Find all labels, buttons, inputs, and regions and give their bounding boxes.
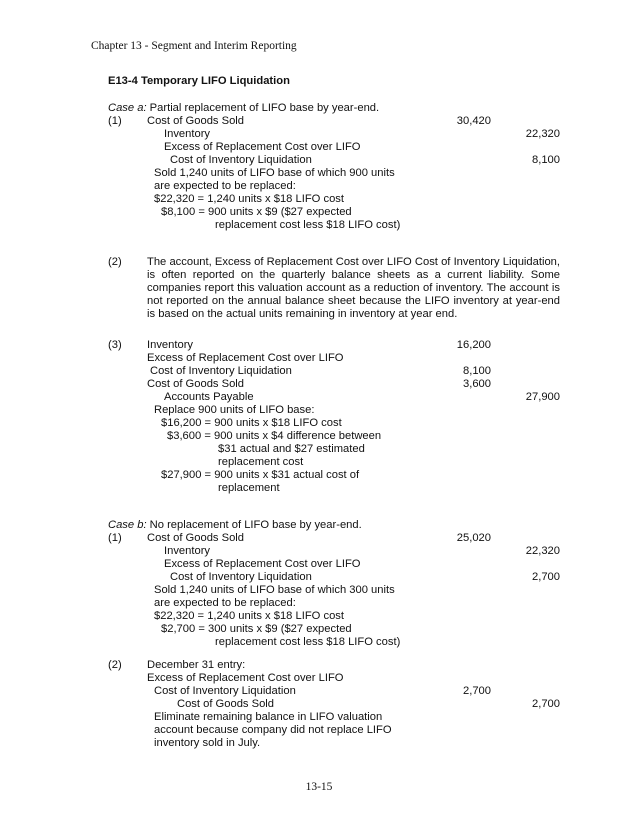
case-a-p2-number: (2) xyxy=(108,256,122,268)
case-a-p1-line3: Excess of Replacement Cost over LIFO xyxy=(164,141,361,153)
case-a-p2-paragraph: The account, Excess of Replacement Cost over LIFO Cost of Inventory Liquidation, is often reported on the quarterly balance sheets as a current liability. Some companies report this valuation account as a reduction of inventory. The account is not reported on the annual balance sheet because the LIFO inventory at year-end is based on the actual units remaining in inventory at year end. xyxy=(147,256,560,320)
case-b-p2-line4-credit: 2,700 xyxy=(532,698,560,710)
case-b-p1-number: (1) xyxy=(108,532,122,544)
case-a-heading-text: Partial replacement of LIFO base by year-end. xyxy=(146,102,380,114)
case-a-heading xyxy=(108,102,379,115)
case-a-p3-number: (3) xyxy=(108,339,122,351)
case-a-p3-line5-credit: 27,900 xyxy=(525,391,560,403)
case-a-p1-line2-credit: 22,320 xyxy=(525,128,560,140)
case-b-p2-note2: account because company did not replace LIFO xyxy=(154,724,392,736)
case-b-p1-line1-debit: 25,020 xyxy=(456,532,491,544)
case-b-p1-line3: Excess of Replacement Cost over LIFO xyxy=(164,558,361,570)
case-a-p1-note5: replacement cost less $18 LIFO cost) xyxy=(215,219,401,231)
case-b-p1-note3: $22,320 = 1,240 units x $18 LIFO cost xyxy=(154,610,345,622)
case-b-heading xyxy=(108,519,362,532)
case-b-p2-line4: Cost of Goods Sold xyxy=(177,698,275,710)
case-a-p1-line4: Cost of Inventory Liquidation xyxy=(170,154,312,166)
case-b-p1-line2-credit: 22,320 xyxy=(525,545,560,557)
case-a-p3-note6: $27,900 = 900 units x $31 actual cost of xyxy=(161,469,360,481)
page-number: 13-15 xyxy=(305,781,333,793)
case-a-p3-line1: Inventory xyxy=(147,339,194,351)
case-b-p1-note2: are expected to be replaced: xyxy=(154,597,296,609)
case-b-p2-line3-debit: 2,700 xyxy=(463,685,491,697)
case-a-p1-number: (1) xyxy=(108,115,122,127)
case-b-p1-line4: Cost of Inventory Liquidation xyxy=(170,571,312,583)
case-a-p3-line3: Cost of Inventory Liquidation xyxy=(150,365,292,377)
case-b-p1-line4-credit: 2,700 xyxy=(532,571,560,583)
case-a-p3-note1: Replace 900 units of LIFO base: xyxy=(154,404,315,416)
case-b-p1-note1: Sold 1,240 units of LIFO base of which 300 units xyxy=(154,584,395,596)
case-a-p1-note3: $22,320 = 1,240 units x $18 LIFO cost xyxy=(154,193,345,205)
case-b-p2-number: (2) xyxy=(108,659,122,671)
case-a-p3-note7: replacement xyxy=(218,482,280,494)
case-b-heading-text: No replacement of LIFO base by year-end. xyxy=(146,519,362,531)
case-a-p1-line4-credit: 8,100 xyxy=(532,154,560,166)
case-a-p1-line2: Inventory xyxy=(164,128,211,140)
case-b-p1-line1: Cost of Goods Sold xyxy=(147,532,245,544)
case-b-label: Case b: xyxy=(108,519,147,531)
page-header: Chapter 13 - Segment and Interim Reporting xyxy=(91,40,297,52)
case-a-p3-line1-debit: 16,200 xyxy=(456,339,491,351)
exercise-title: E13-4 Temporary LIFO Liquidation xyxy=(108,75,290,87)
case-a-p1-note4: $8,100 = 900 units x $9 ($27 expected xyxy=(161,206,352,218)
case-b-p2-line2: Excess of Replacement Cost over LIFO xyxy=(147,672,344,684)
case-a-p3-note3: $3,600 = 900 units x $4 difference between xyxy=(167,430,382,442)
case-a-p3-line4: Cost of Goods Sold xyxy=(147,378,245,390)
case-a-p1-note2: are expected to be replaced: xyxy=(154,180,296,192)
case-b-p1-note5: replacement cost less $18 LIFO cost) xyxy=(215,636,401,648)
case-b-p2-note1: Eliminate remaining balance in LIFO valuation xyxy=(154,711,383,723)
case-b-p1-note4: $2,700 = 300 units x $9 ($27 expected xyxy=(161,623,352,635)
case-a-p3-line5: Accounts Payable xyxy=(164,391,254,403)
case-a-p3-note2: $16,200 = 900 units x $18 LIFO cost xyxy=(161,417,342,429)
case-a-p3-note4: $31 actual and $27 estimated xyxy=(218,443,365,455)
case-b-p1-line2: Inventory xyxy=(164,545,211,557)
case-a-p1-line1: Cost of Goods Sold xyxy=(147,115,245,127)
case-a-p1-note1: Sold 1,240 units of LIFO base of which 900 units xyxy=(154,167,395,179)
case-a-p3-line3-debit: 8,100 xyxy=(463,365,491,377)
case-b-p2-line1: December 31 entry: xyxy=(147,659,246,671)
case-b-p2-note3: inventory sold in July. xyxy=(154,737,261,749)
case-a-label: Case a: xyxy=(108,102,147,114)
case-a-p3-line4-debit: 3,600 xyxy=(463,378,491,390)
case-b-p2-line3: Cost of Inventory Liquidation xyxy=(154,685,296,697)
case-a-p3-note5: replacement cost xyxy=(218,456,304,468)
case-a-p1-line1-debit: 30,420 xyxy=(456,115,491,127)
case-a-p3-line2: Excess of Replacement Cost over LIFO xyxy=(147,352,344,364)
